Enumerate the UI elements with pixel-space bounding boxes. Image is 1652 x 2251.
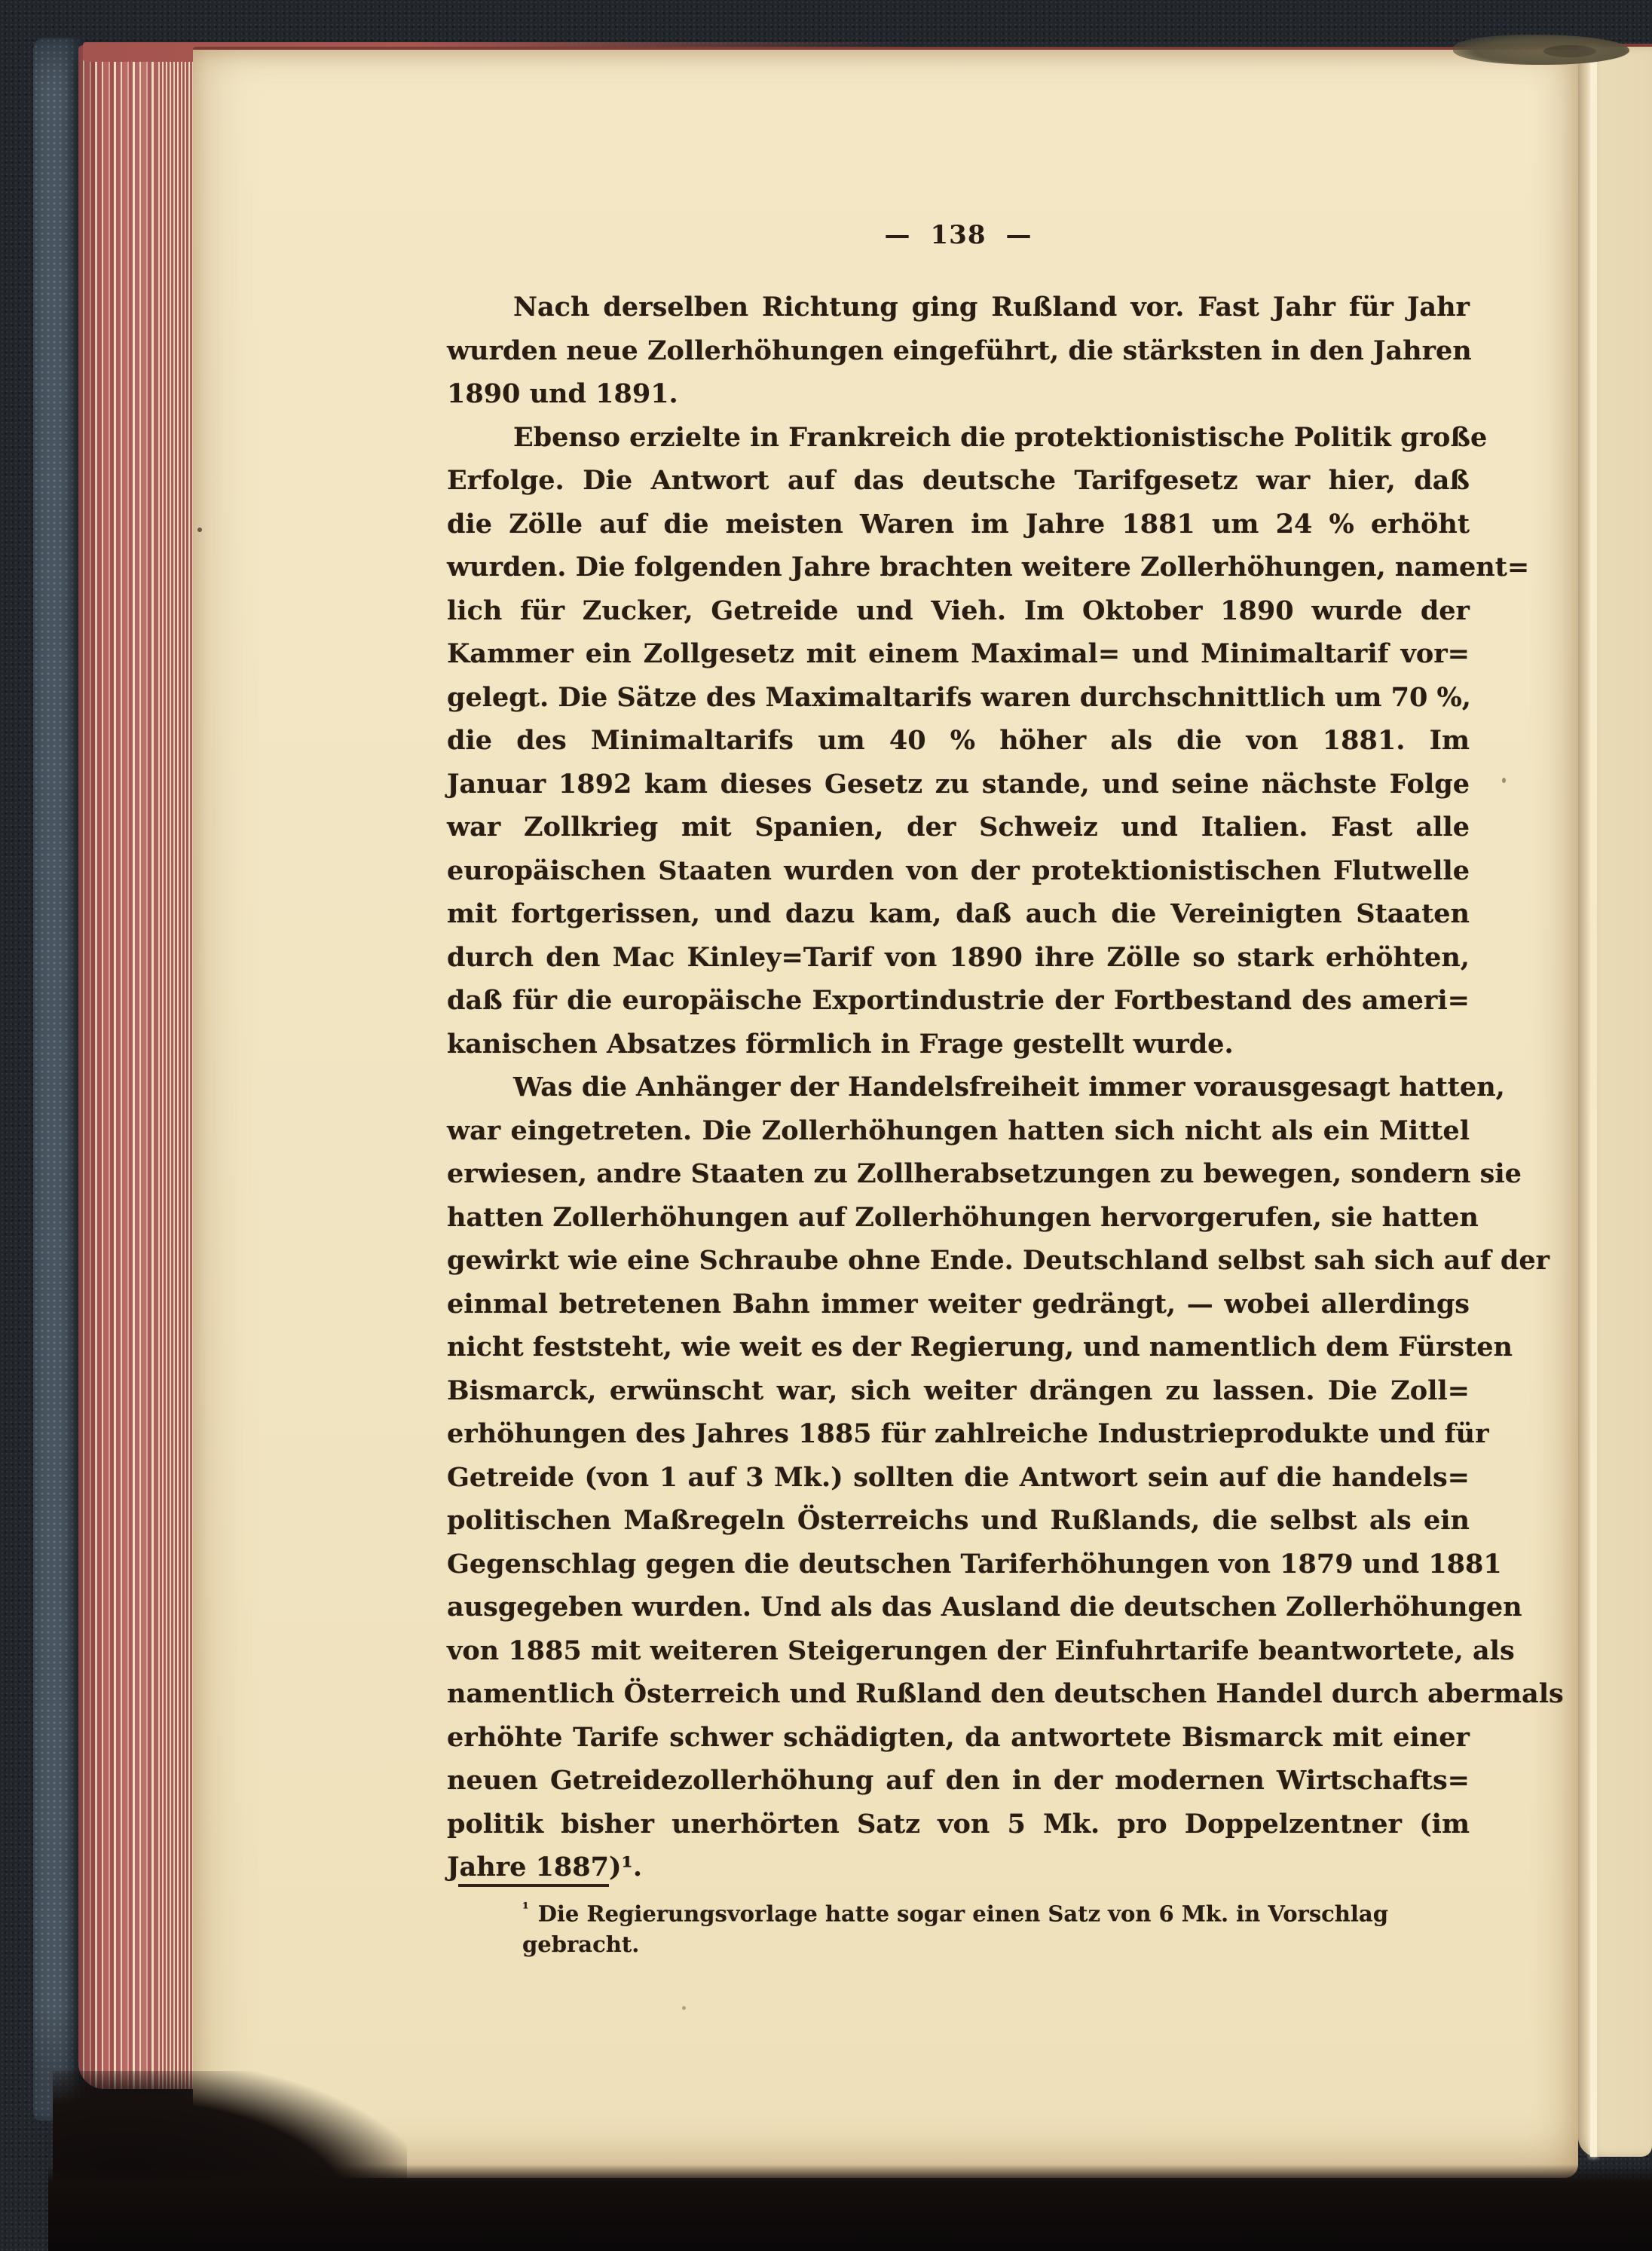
text-line: kanischen Absatzes förmlich in Frage gestellt wurde. xyxy=(447,1028,1234,1060)
corner-damage-spot xyxy=(1453,35,1629,65)
page-crease-highlight xyxy=(1590,47,1597,2157)
text-line: war eingetreten. Die Zollerhöhungen hatten sich nicht als ein Mittel xyxy=(447,1115,1470,1146)
text-line: namentlich Österreich und Rußland den deutschen Handel durch abermals xyxy=(447,1678,1564,1709)
text-line: daß für die europäische Exportindustrie der Fortbestand des ameri= xyxy=(447,985,1470,1016)
footnote-body: Die Regierungsvorlage hatte sogar einen Satz von 6 Mk. in Vorschlag gebracht. xyxy=(522,1901,1388,1957)
body-text xyxy=(447,286,1564,1889)
paper-speck xyxy=(1502,778,1506,783)
text-line: Kammer ein Zollgesetz mit einem Maximal= und Minimaltarif vor= xyxy=(447,638,1470,669)
text-line: wurden neue Zollerhöhungen eingeführt, die stärksten in den Jahren xyxy=(447,335,1472,366)
text-line: gelegt. Die Sätze des Maximaltarifs waren durchschnittlich um 70 %, xyxy=(447,681,1471,713)
text-line: die des Minimaltarifs um 40 % höher als die von 1881. Im xyxy=(447,725,1470,756)
text-line: hatten Zollerhöhungen auf Zollerhöhungen hervorgerufen, sie hatten xyxy=(447,1201,1479,1233)
text-line: politischen Maßregeln Österreichs und Rußlands, die selbst als ein xyxy=(447,1505,1470,1536)
text-line: politik bisher unerhörten Satz von 5 Mk. pro Doppelzentner (im xyxy=(447,1808,1470,1840)
text-line: erhöhte Tarife schwer schädigten, da antwortete Bismarck mit einer xyxy=(447,1721,1470,1753)
footnote-separator xyxy=(458,1884,609,1887)
book-bottom-shadow xyxy=(48,2164,1652,2251)
text-line: Ebenso erzielte in Frankreich die protektionistische Politik große xyxy=(513,421,1488,453)
text-line: europäischen Staaten wurden von der protektionistischen Flutwelle xyxy=(447,855,1470,886)
page-number-header xyxy=(447,220,1470,250)
text-line: erwiesen, andre Staaten zu Zollherabsetzungen zu bewegen, sondern sie xyxy=(447,1158,1522,1189)
next-page-edge xyxy=(1578,44,1652,2157)
text-line: ausgegeben wurden. Und als das Ausland die deutschen Zollerhöhungen xyxy=(447,1592,1522,1622)
text-line: war Zollkrieg mit Spanien, der Schweiz und Italien. Fast alle xyxy=(447,812,1470,843)
text-line: Erfolge. Die Antwort auf das deutsche Tarifgesetz war hier, daß xyxy=(447,465,1470,496)
text-line: Getreide (von 1 auf 3 Mk.) sollten die Antwort sein auf die handels= xyxy=(447,1461,1470,1493)
paper-speck xyxy=(197,528,202,532)
text-line: die Zölle auf die meisten Waren im Jahre 1881 um 24 % erhöht xyxy=(447,508,1470,540)
page-number: 138 xyxy=(930,220,987,250)
footnote-text xyxy=(447,1893,1470,1959)
text-line: einmal betretenen Bahn immer weiter gedrängt, — wobei allerdings xyxy=(447,1288,1470,1320)
text-line: neuen Getreidezollerhöhung auf den in der modernen Wirtschafts= xyxy=(447,1765,1470,1796)
text-line: von 1885 mit weiteren Steigerungen der Einfuhrtarife beantwortete, als xyxy=(447,1635,1515,1666)
text-line: gewirkt wie eine Schraube ohne Ende. Deutschland selbst sah sich auf der xyxy=(447,1245,1550,1276)
text-line: mit fortgerissen, und dazu kam, daß auch die Vereinigten Staaten xyxy=(447,898,1470,929)
book-page-edges-red xyxy=(78,45,193,2089)
text-line: wurden. Die folgenden Jahre brachten weitere Zollerhöhungen, nament= xyxy=(447,552,1530,583)
text-line: lich für Zucker, Getreide und Vieh. Im Oktober 1890 wurde der xyxy=(447,595,1470,626)
header-dash-right: — xyxy=(1005,220,1032,250)
text-line: 1890 und 1891. xyxy=(447,378,678,409)
corner-damage-dark-spot xyxy=(1543,45,1596,57)
text-line: Bismarck, erwünscht war, sich weiter drängen zu lassen. Die Zoll= xyxy=(447,1375,1470,1406)
text-line: erhöhungen des Jahres 1885 für zahlreiche Industrieprodukte und für xyxy=(447,1418,1489,1449)
footnote-marker: ¹ xyxy=(522,1899,529,1917)
text-line: Gegenschlag gegen die deutschen Tariferhöhungen von 1879 und 1881 xyxy=(447,1548,1502,1580)
header-dash-left: — xyxy=(884,220,911,250)
text-line: nicht feststeht, wie weit es der Regierung, und namentlich dem Fürsten xyxy=(447,1332,1513,1363)
text-line: Nach derselben Richtung ging Rußland vor. Fast Jahr für Jahr xyxy=(513,292,1470,323)
page-text-layer xyxy=(447,0,1564,2251)
text-line: Jahre 1887)¹. xyxy=(447,1852,643,1882)
text-line: Januar 1892 kam dieses Gesetz zu stande, und seine nächste Folge xyxy=(447,768,1470,800)
book-cover-edge xyxy=(33,38,81,2121)
book-page-edges-fine xyxy=(160,45,193,2089)
paper-speck xyxy=(682,2006,686,2010)
text-line: Was die Anhänger der Handelsfreiheit immer vorausgesagt hatten, xyxy=(513,1072,1505,1103)
text-line: durch den Mac Kinley=Tarif von 1890 ihre Zölle so stark erhöhten, xyxy=(447,941,1470,973)
